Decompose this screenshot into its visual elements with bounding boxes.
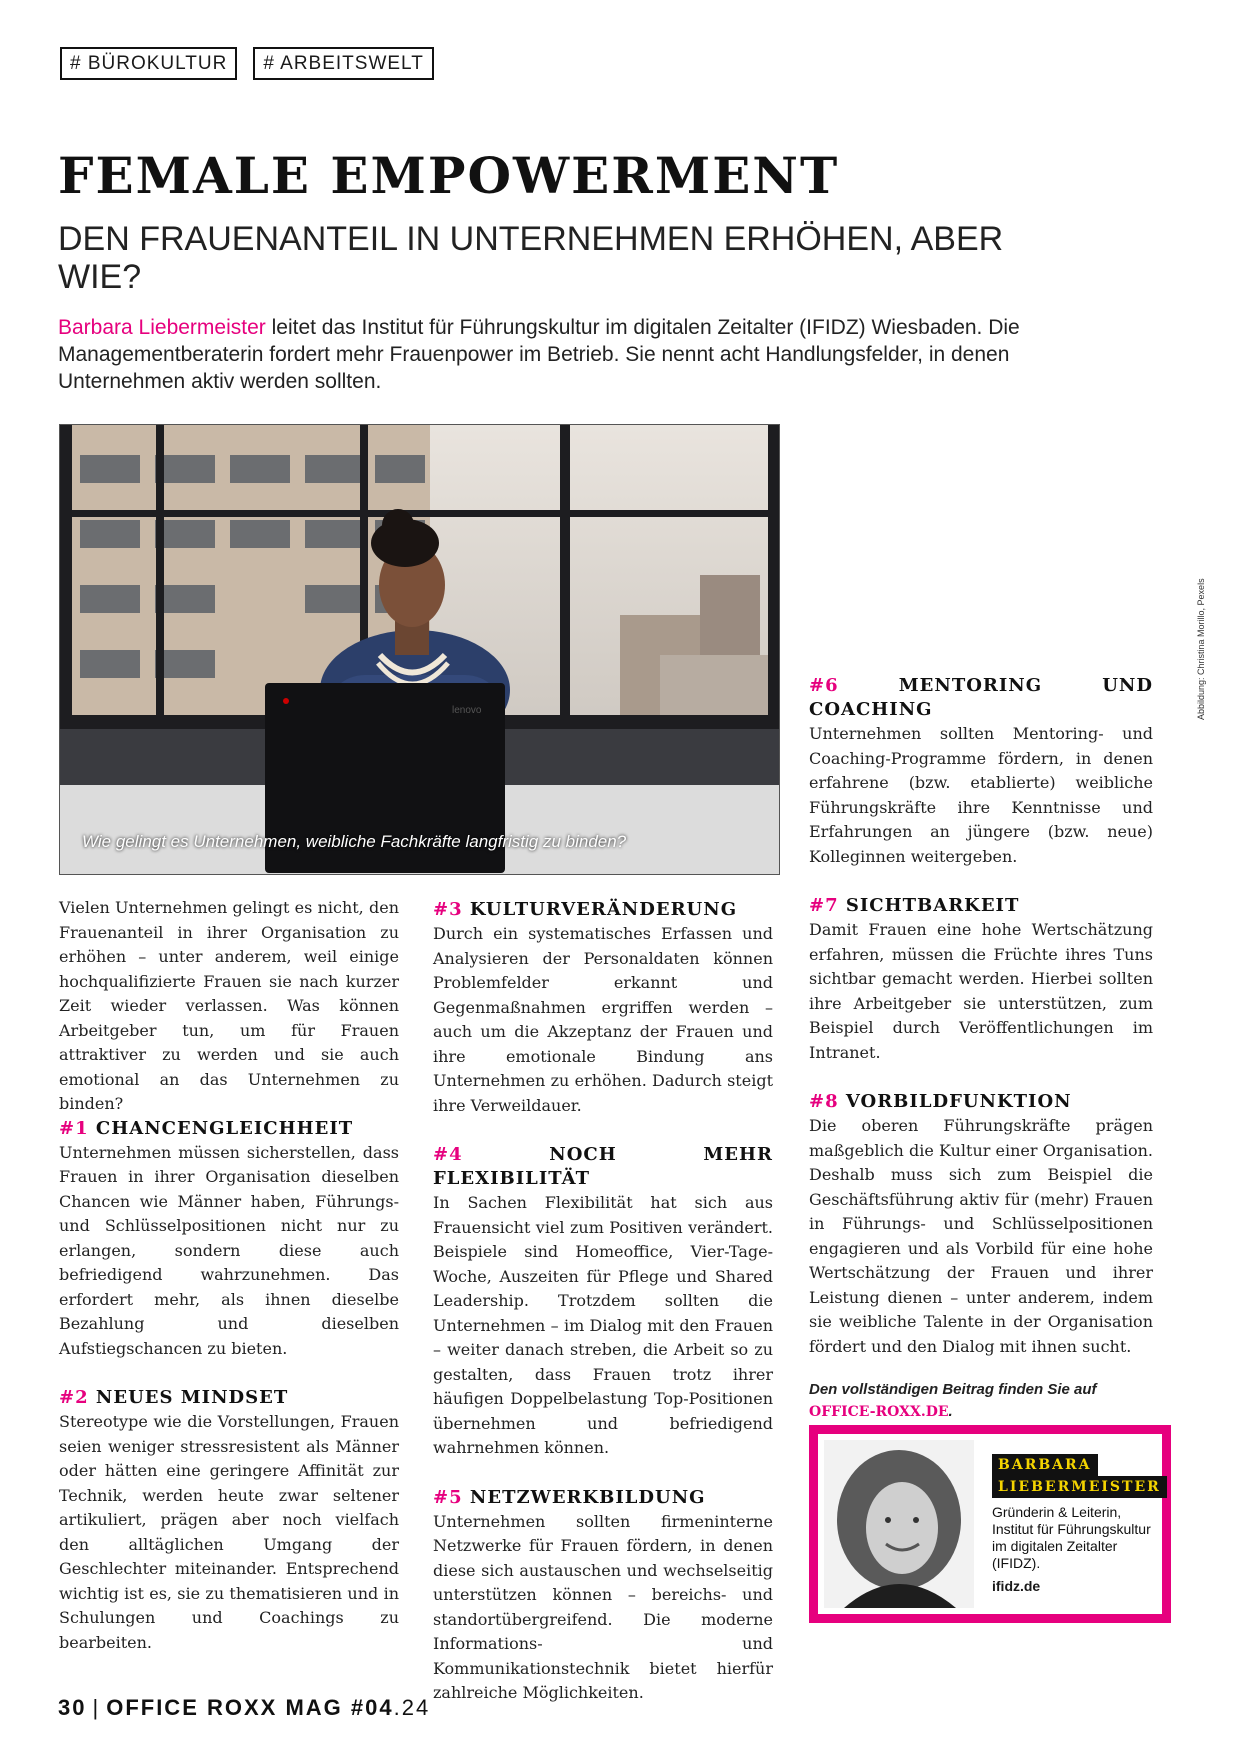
author-portrait: [824, 1440, 974, 1608]
column-3: [809, 674, 1153, 1423]
section-heading: [809, 1090, 1153, 1114]
column-1: [59, 896, 399, 1680]
section-title: NEUES MINDSET: [95, 1387, 289, 1408]
column-2: [433, 898, 773, 1731]
section-6: [809, 674, 1153, 869]
section-heading: [809, 674, 1153, 722]
section-heading: [433, 898, 773, 922]
author-photo: [824, 1440, 974, 1608]
article-photo: [59, 424, 780, 875]
section-text: In Sachen Flexibilität hat sich aus Frauensicht viel zum Positiven verändert. Beispiele sind Homeoffice, Vier-Tage-Woche, Auszeiten für Pflege und Shared Leadership. Trotzdem sollten die Unternehmen – im Dialog mit den Frauen – weiter danach streben, die Arbeit so zu gestalten, dass Frauen trotz ihrer häufigen Doppelbelastung Top-Positionen übernehmen und befriedigend wahrnehmen können.: [433, 1193, 773, 1457]
section-heading: [59, 1386, 399, 1410]
section-number: #3: [433, 899, 463, 920]
article-title: FEMALE EMPOWERMENT: [58, 146, 840, 205]
section-heading: [433, 1486, 773, 1510]
photo-credit: Abbildung: Christina Morillo, Pexels: [1196, 578, 1206, 720]
section-7: [809, 894, 1153, 1065]
tag-arbeitswelt[interactable]: # ARBEITSWELT: [253, 47, 433, 80]
section-number: #5: [433, 1486, 463, 1508]
section-title: KULTURVERÄNDERUNG: [469, 899, 738, 920]
section-8: [809, 1090, 1153, 1359]
note-text: Den vollständigen Beitrag finden Sie auf: [809, 1381, 1097, 1398]
section-2: [59, 1386, 399, 1655]
section-heading: [809, 894, 1153, 918]
magazine-name: OFFICE ROXX MAG #04: [106, 1695, 394, 1720]
author-first-name: BARBARA: [992, 1454, 1098, 1476]
section-heading: [433, 1143, 773, 1191]
tag-list: [60, 47, 434, 80]
section-number: #4: [433, 1144, 463, 1165]
section-number: #1: [59, 1117, 89, 1139]
tag-buerokultur[interactable]: # BÜROKULTUR: [60, 47, 237, 80]
section-5: [433, 1486, 773, 1706]
section-text: Unternehmen sollten Mentoring- und Coaching-Programme fördern, in denen erfahrene (bzw. etablierte) weibliche Führungskräfte ihre Kenntnisse und Erfahrungen an jüngere (bzw. neue) Kolleginnen weitergeben.: [809, 724, 1153, 866]
section-title: CHANCENGLEICHHEIT: [95, 1117, 354, 1139]
page-footer: [58, 1695, 430, 1721]
section-text: Unternehmen müssen sicherstellen, dass Frauen in ihrer Organisation dieselben Chancen wie Männer haben, Führungs- und Schlüsselpositionen nicht nur zu erlangen, sondern diese auch befriedigend wahrzunehmen. Das erfordert mehr, als ihnen dieselbe Bezahlung und dieselben Aufstiegschancen zu bieten.: [59, 1142, 399, 1358]
section-number: #8: [809, 1091, 839, 1112]
article-intro: [58, 314, 1078, 395]
author-card: [809, 1425, 1171, 1623]
article-subtitle: DEN FRAUENANTEIL IN UNTERNEHMEN ERHÖHEN, ABER WIE?: [58, 220, 1004, 296]
section-3: [433, 898, 773, 1118]
section-title: VORBILDFUNKTION: [845, 1091, 1072, 1112]
section-text: Durch ein systematisches Erfassen und Analysieren der Personaldaten können Problemfelder erkannt und Gegenmaßnahmen ergriffen werden – auch um die Akzeptanz der Frauen und ihre emotionale Bindung ans Unternehmen zu erhöhen. Dadurch steigt ihre Verweildauer.: [433, 924, 773, 1115]
section-heading: [59, 1117, 399, 1141]
lead-paragraph: Vielen Unternehmen gelingt es nicht, den Frauenanteil in ihrer Organisation zu erhöhen – unter anderem, weil einige hochqualifizierte Frauen sie nach kurzer Zeit wieder verlassen. Was können Arbeitgeber tun, um für Frauen attraktiver zu werden und sie auch emotional an das Unternehmen zu binden?: [59, 898, 399, 1113]
author-website[interactable]: ifidz.de: [992, 1578, 1041, 1594]
section-4: [433, 1143, 773, 1461]
section-number: #2: [59, 1387, 89, 1408]
section-number: #6: [809, 675, 839, 696]
intro-author-name: Barbara Liebermeister: [58, 316, 266, 339]
section-text: Damit Frauen eine hohe Wertschätzung erfahren, müssen die Früchte ihres Tuns sichtbar gemacht werden. Hierbei sollten ihre Arbeitgeber sie unterstützen, zum Beispiel durch Veröffentlichungen im Intranet.: [809, 920, 1153, 1062]
laptop-brand-label: lenovo: [452, 705, 482, 716]
office-woman-laptop-image: [60, 425, 779, 874]
section-title: NOCH MEHR FLEXIBILITÄT: [433, 1144, 773, 1189]
author-role: Gründerin & Leiterin, Institut für Führungskultur im digitalen Zeitalter (IFIDZ).: [992, 1504, 1151, 1571]
section-text: Die oberen Führungskräfte prägen maßgeblich die Kultur einer Organisation. Deshalb muss sich zum Beispiel die Geschäftsführung aktiv für (mehr) Frauen in Führungs- und Schlüsselpositionen engagieren und als Vorbild für eine hohe Wertschätzung der Frauen und ihrer Leistung dienen – unter anderem, indem sie weibliche Talente in der Organisation fördert und den Dialog mit ihnen sucht.: [809, 1116, 1153, 1356]
section-title: NETZWERKBILDUNG: [469, 1486, 706, 1508]
author-last-name: LIEBERMEISTER: [992, 1476, 1167, 1498]
section-title: MENTORING UND COACHING: [809, 675, 1153, 720]
issue-year: .24: [393, 1695, 431, 1720]
intro-text: leitet das Institut für Führungskultur im digitalen Zeitalter (IFIDZ) Wiesbaden. Die Managementberaterin fordert mehr Frauenpower im Betrieb. Sie nennt acht Handlungsfelder, in denen Unternehmen aktiv werden sollten.: [58, 316, 1020, 393]
section-text: Stereotype wie die Vorstellungen, Frauen seien weniger stressresistent als Männer oder hätten eine geringere Affinität zur Technik, werden heute zwar seltener artikuliert, prägen aber noch vielfach den alltäglichen Umgang der Geschlechter miteinander. Entsprechend wichtig ist es, sie zu thematisieren und in Schulungen und Coachings zu bearbeiten.: [59, 1412, 399, 1652]
section-title: SICHTBARKEIT: [845, 895, 1020, 916]
section-1: [59, 1117, 399, 1362]
section-text: Unternehmen sollten firmeninterne Netzwerke für Frauen fördern, in denen diese sich austauschen und wechselseitig unterstützen können – bereichs- und standortübergreifend. Die moderne Informations- und Kommunikationstechnik bietet hierfür zahlreiche Möglichkeiten.: [433, 1511, 773, 1702]
page-number: 30: [58, 1695, 87, 1720]
photo-caption: Wie gelingt es Unternehmen, weibliche Fachkräfte langfristig zu binden?: [82, 832, 627, 851]
note-dot: .: [948, 1403, 953, 1420]
website-link[interactable]: OFFICE-ROXX.DE: [809, 1404, 949, 1420]
author-info: [992, 1454, 1160, 1594]
full-article-note: [809, 1379, 1153, 1423]
footer-separator: |: [92, 1695, 101, 1720]
section-number: #7: [809, 895, 839, 916]
